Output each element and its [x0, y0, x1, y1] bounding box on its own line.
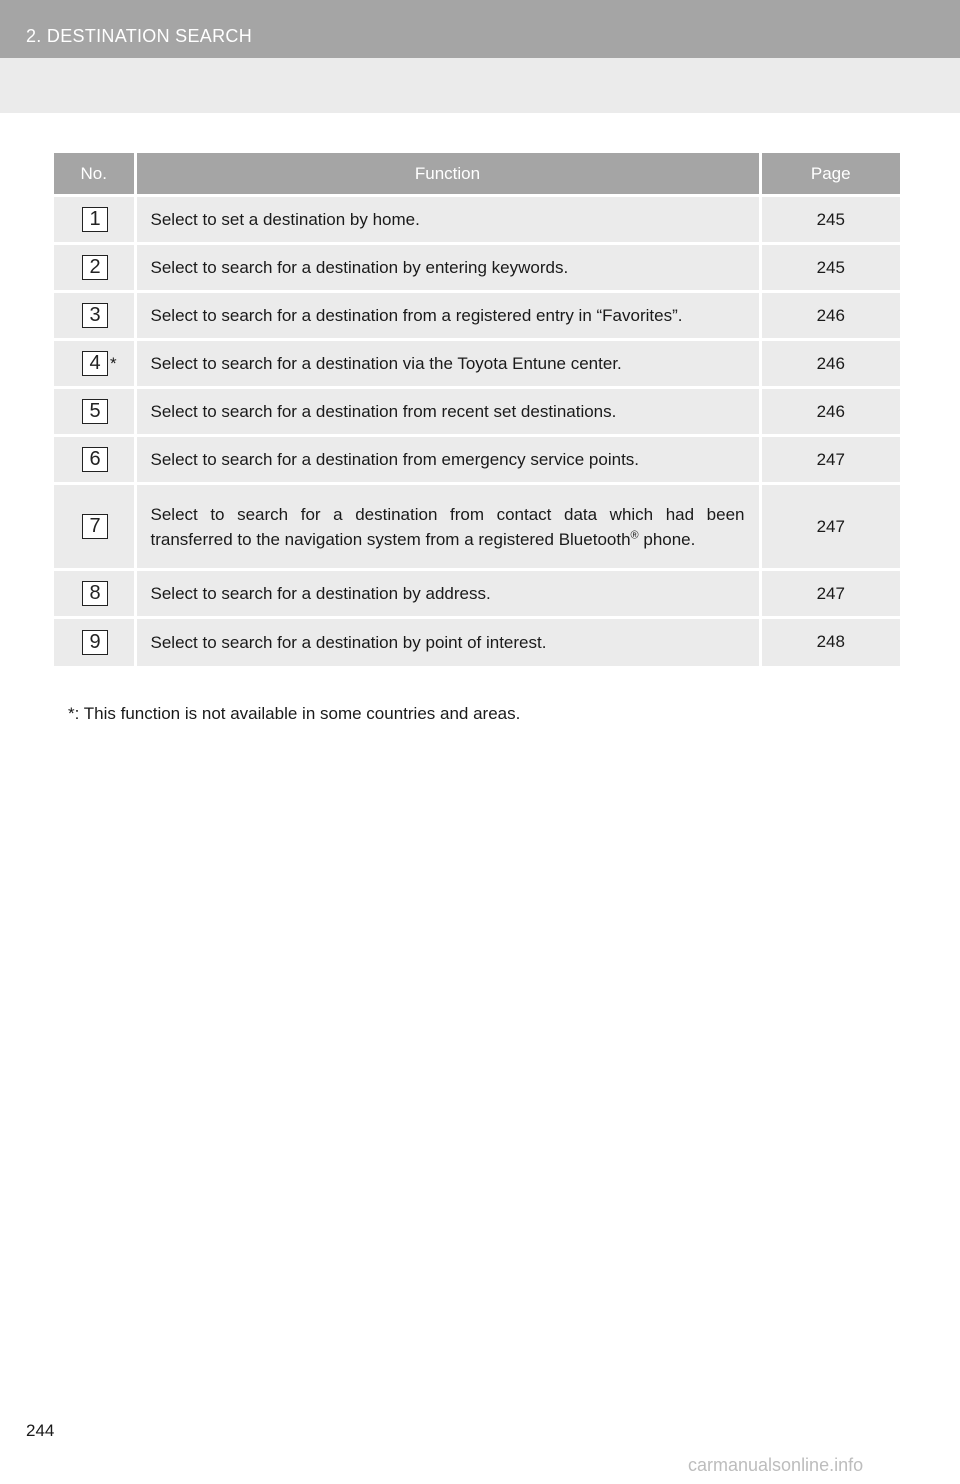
page-cell: 247 [760, 484, 900, 570]
function-cell: Select to search for a destination from a registered entry in “Favorites”. [135, 292, 760, 340]
function-cell: Select to search for a destination by entering keywords. [135, 244, 760, 292]
number-box-icon: 3 [82, 303, 108, 328]
column-header-function: Function [135, 153, 760, 196]
page-cell: 245 [760, 196, 900, 244]
page-cell: 246 [760, 340, 900, 388]
table-row [54, 570, 900, 618]
page-cell: 246 [760, 292, 900, 340]
function-cell: Select to search for a destination by address. [135, 570, 760, 618]
function-cell: Select to search for a destination from emergency service points. [135, 436, 760, 484]
page-number: 244 [26, 1421, 55, 1440]
function-cell: Select to set a destination by home. [135, 196, 760, 244]
asterisk-marker: * [110, 353, 117, 373]
function-text: Select to search for a destination from contact data which had been transferred to the navigation system from a registered Bluetooth [150, 504, 745, 549]
column-header-no: No. [54, 153, 135, 196]
number-box-icon: 8 [82, 581, 108, 606]
number-box-icon: 1 [82, 207, 108, 232]
table-header-row [54, 153, 900, 196]
column-header-page: Page [760, 153, 900, 196]
function-table [54, 153, 900, 666]
page-cell: 246 [760, 388, 900, 436]
watermark: carmanualsonline.info [688, 1455, 864, 1475]
table-row [54, 292, 900, 340]
number-box-icon: 2 [82, 255, 108, 280]
table-row [54, 436, 900, 484]
number-box-icon: 7 [82, 514, 108, 539]
footnote: *: This function is not available in some countries and areas. [68, 704, 521, 723]
function-cell: Select to search for a destination by point of interest. [135, 618, 760, 666]
table-row [54, 484, 900, 570]
number-box-icon: 6 [82, 447, 108, 472]
function-cell [135, 484, 760, 570]
number-box-icon: 9 [82, 630, 108, 655]
number-box-icon: 5 [82, 399, 108, 424]
page-cell: 245 [760, 244, 900, 292]
table-row [54, 388, 900, 436]
registered-mark: ® [630, 528, 639, 541]
table-row [54, 196, 900, 244]
function-cell: Select to search for a destination from recent set destinations. [135, 388, 760, 436]
table-row [54, 244, 900, 292]
number-box-icon: 4 [82, 351, 108, 376]
section-title: 2. DESTINATION SEARCH [26, 26, 252, 46]
page-cell: 248 [760, 618, 900, 666]
table-row [54, 618, 900, 666]
page-cell: 247 [760, 436, 900, 484]
sub-header-band [0, 58, 960, 113]
function-cell: Select to search for a destination via the Toyota Entune center. [135, 340, 760, 388]
page-cell: 247 [760, 570, 900, 618]
function-text-tail: phone. [638, 529, 696, 549]
table-row [54, 340, 900, 388]
